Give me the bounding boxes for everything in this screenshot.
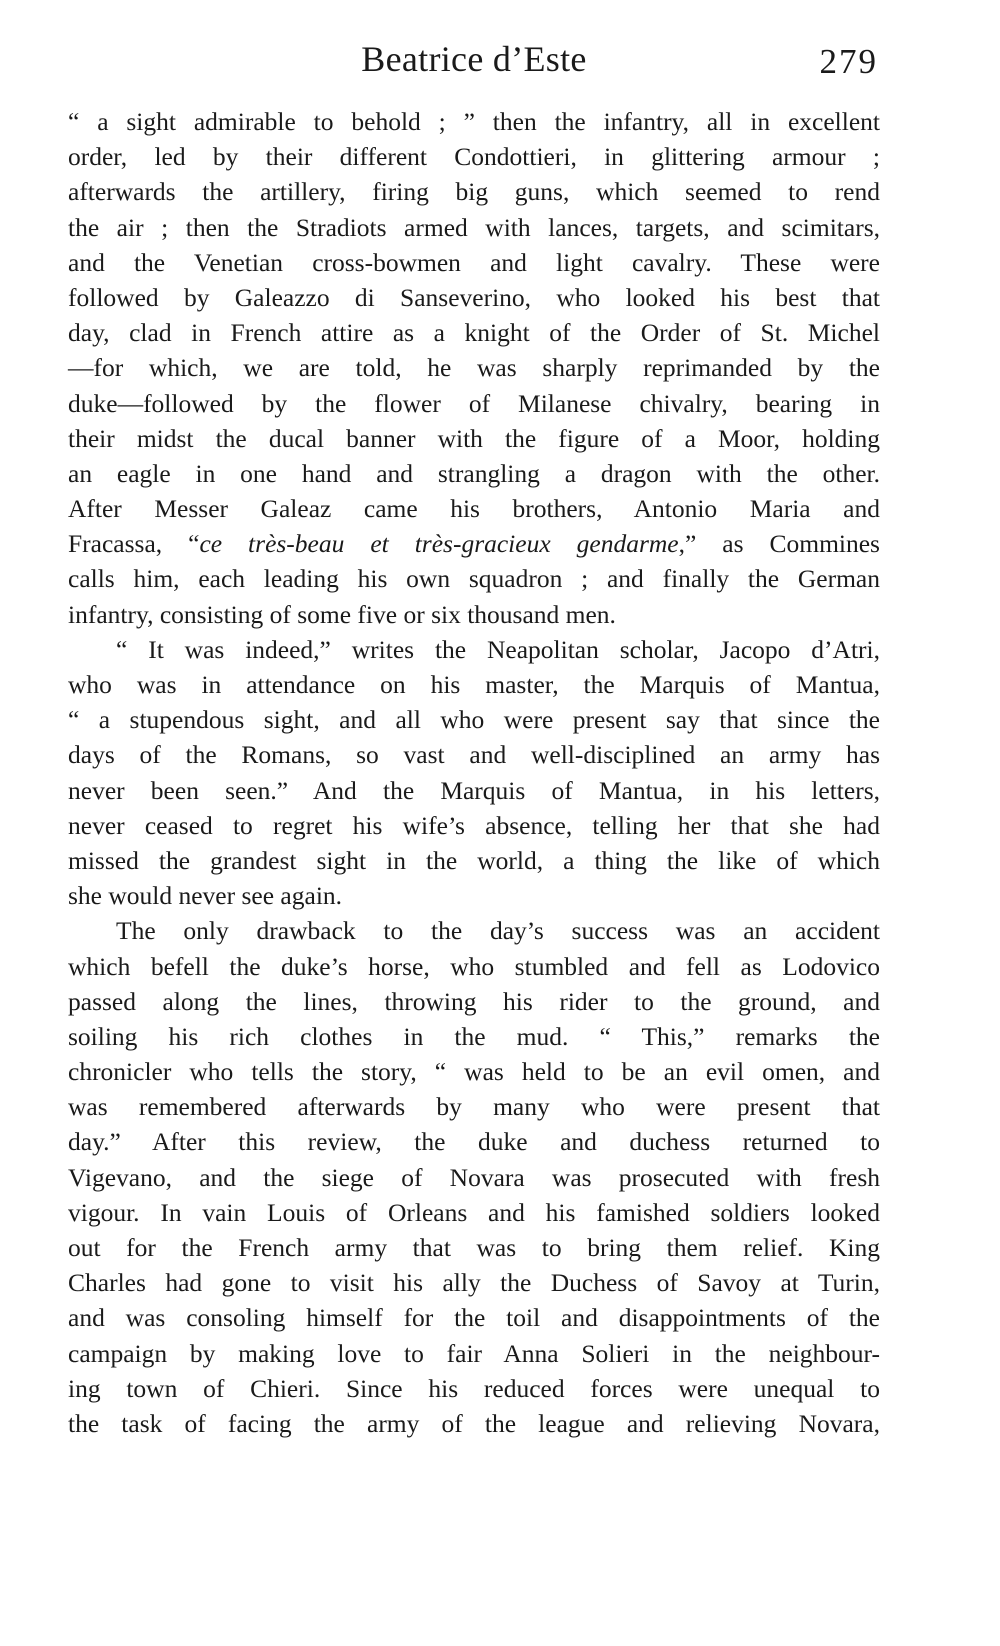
text-line: “ It was indeed,” writes the Neapolitan scholar, Jacopo d’Atri,: [116, 634, 880, 664]
text-line: never been seen.” And the Marquis of Mantua, in his letters,: [68, 775, 880, 805]
text-line: infantry, consisting of some five or six thousand men.: [68, 599, 616, 629]
text-line: who was in attendance on his master, the Marquis of Mantua,: [68, 670, 880, 699]
text-line: the air ; then the Stradiots armed with lances, targets, and scimitars,: [68, 212, 880, 242]
text-line: ing town of Chieri. Since his reduced forces were unequal to: [68, 1373, 880, 1403]
text-line: After Messer Galeaz came his brothers, Antonio Maria and: [68, 494, 880, 524]
italic-french-quote: ce très-beau et très-gracieux gendarme: [199, 529, 679, 559]
text-line-with-italic-quote: [68, 526, 880, 561]
text-line: and the Venetian cross-bowmen and light cavalry. These were: [68, 247, 880, 277]
text-line: which befell the duke’s horse, who stumbled and fell as Lodovico: [68, 951, 880, 981]
text-line: “ a sight admirable to behold ; ” then the infantry, all in excellent: [68, 107, 880, 136]
text-line: never ceased to regret his wife’s absence, telling her that she had: [68, 810, 880, 840]
text-line: day.” After this review, the duke and duchess returned to: [68, 1127, 880, 1157]
text-line: Vigevano, and the siege of Novara was prosecuted with fresh: [68, 1162, 880, 1192]
text-line: campaign by making love to fair Anna Solieri in the neighbour-: [68, 1338, 880, 1368]
paragraph: [68, 104, 880, 632]
text-line: missed the grandest sight in the world, a thing the like of which: [68, 845, 880, 875]
text-line: chronicler who tells the story, “ was held to be an evil omen, and: [68, 1057, 880, 1087]
text-line: she would never see again.: [68, 881, 343, 911]
body-text: [68, 104, 880, 1441]
text-line: calls him, each leading his own squadron ; and finally the German: [68, 564, 880, 594]
running-head: [68, 38, 880, 84]
text-line: vigour. In vain Louis of Orleans and his famished soldiers looked: [68, 1197, 880, 1227]
text-line: was remembered afterwards by many who were present that: [68, 1092, 880, 1122]
text-line: order, led by their different Condottieri, in glittering armour ;: [68, 142, 880, 172]
text-line: day, clad in French attire as a knight of the Order of St. Michel: [68, 318, 880, 348]
text-line: the task of facing the army of the league and relieving Novara,: [68, 1408, 880, 1438]
text-line: afterwards the artillery, firing big guns, which seemed to rend: [68, 177, 880, 207]
text-segment: Fracassa, “: [68, 529, 200, 559]
text-line: their midst the ducal banner with the figure of a Moor, holding: [68, 423, 880, 453]
text-line: soiling his rich clothes in the mud. “ This,” remarks the: [68, 1021, 880, 1051]
paragraph: [68, 632, 880, 914]
text-line: duke—followed by the flower of Milanese chivalry, bearing in: [68, 388, 880, 418]
text-line: passed along the lines, throwing his rider to the ground, and: [68, 986, 880, 1016]
text-line: The only drawback to the day’s success was an accident: [116, 916, 880, 946]
paragraph: [68, 913, 880, 1441]
text-line: followed by Galeazzo di Sanseverino, who looked his best that: [68, 282, 880, 312]
text-line: out for the French army that was to bring them relief. King: [68, 1233, 880, 1262]
text-line: Charles had gone to visit his ally the Duchess of Savoy at Turin,: [68, 1268, 880, 1298]
page-title: Beatrice d’Este: [361, 39, 587, 79]
text-line: an eagle in one hand and strangling a dragon with the other.: [68, 458, 880, 488]
text-line: and was consoling himself for the toil and disappointments of the: [68, 1303, 880, 1333]
text-line: days of the Romans, so vast and well-disciplined an army has: [68, 740, 880, 770]
text-line: “ a stupendous sight, and all who were present say that since the: [68, 705, 880, 735]
page-number: 279: [819, 42, 878, 81]
text-line: —for which, we are told, he was sharply reprimanded by the: [68, 353, 880, 383]
text-segment: ,” as Commines: [678, 529, 880, 559]
